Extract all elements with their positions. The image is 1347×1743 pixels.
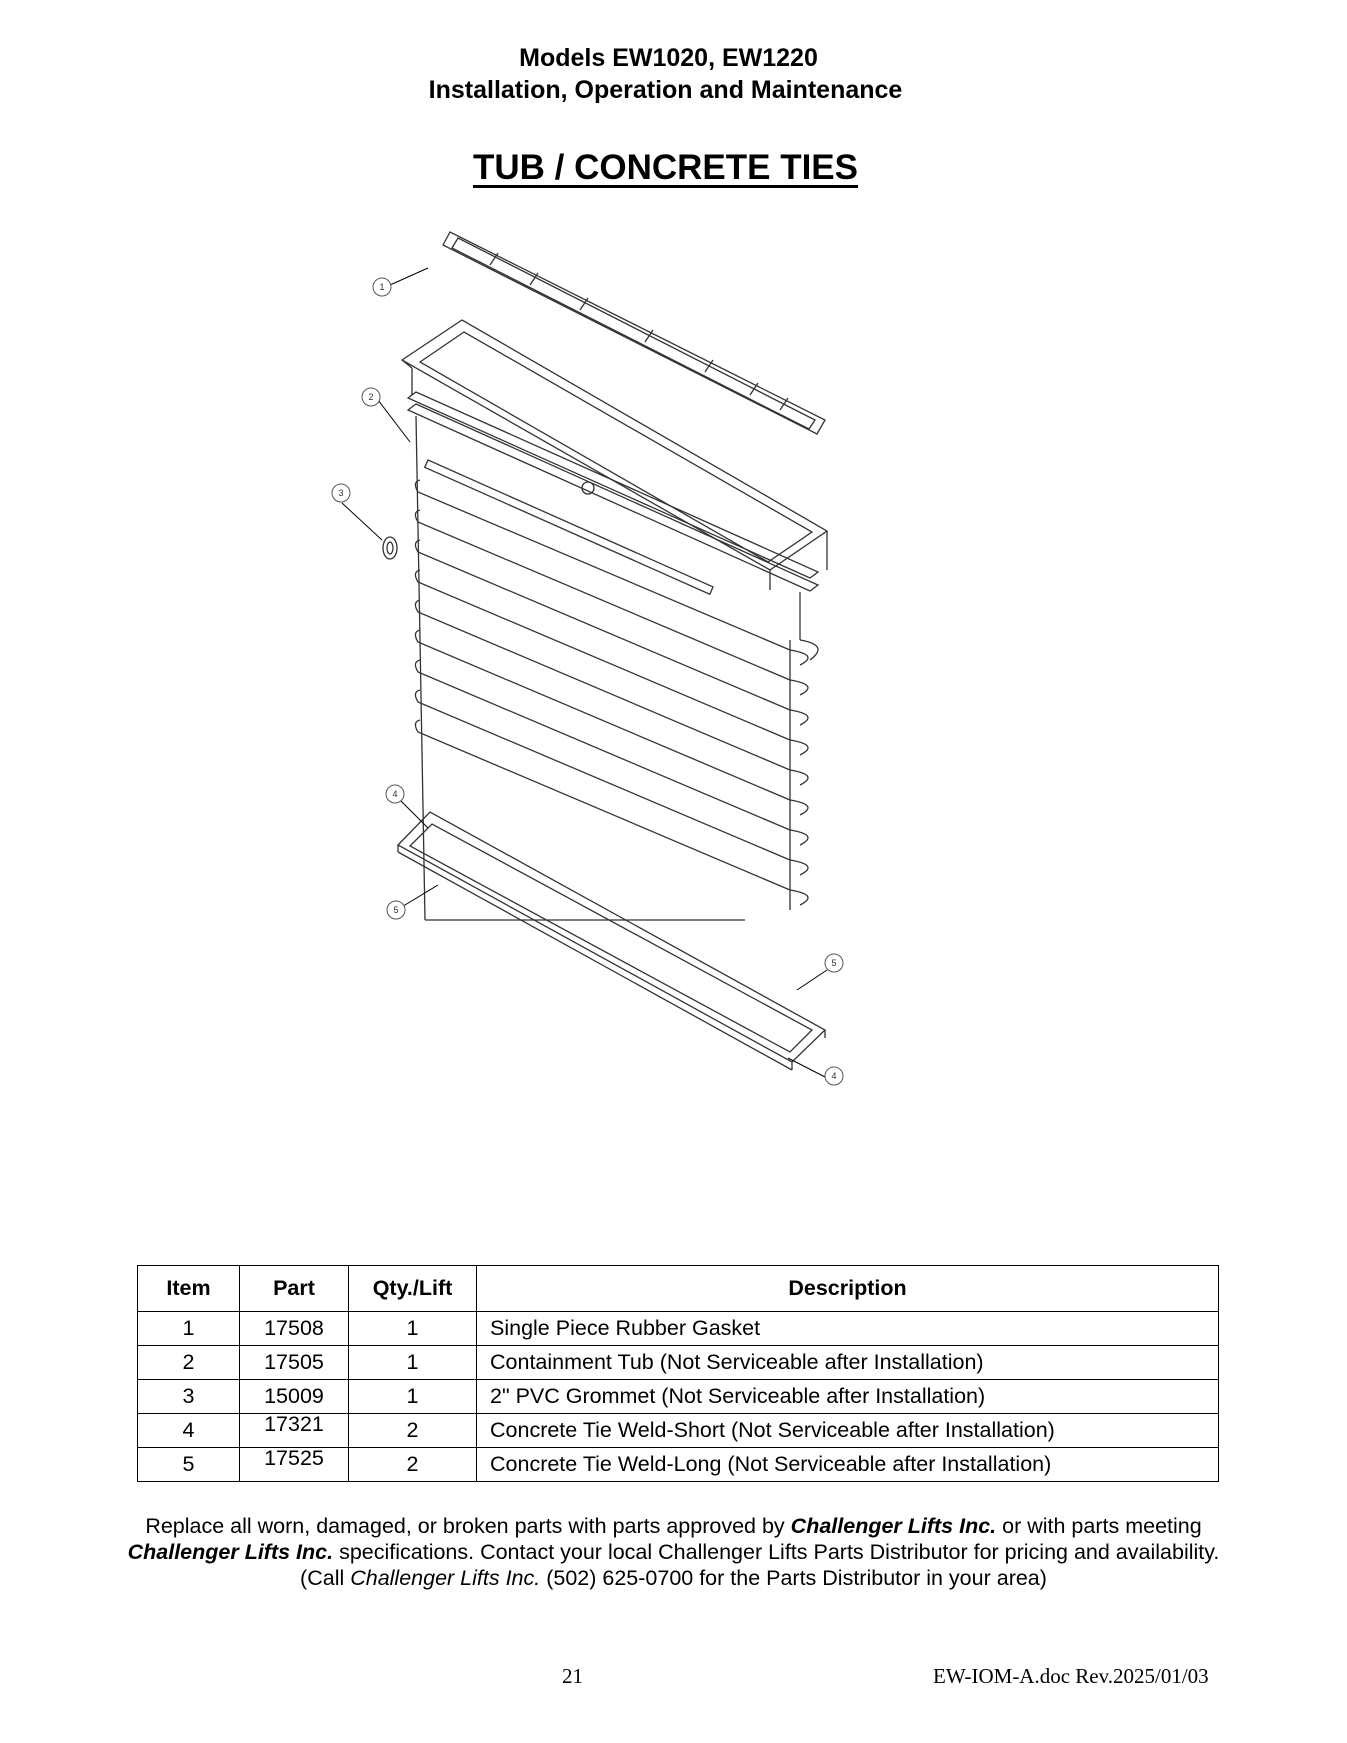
table-row [138, 1380, 1219, 1414]
part-cell [240, 1448, 349, 1482]
part-number: 17525 [264, 1446, 324, 1470]
header-qty: Qty./Lift [349, 1266, 477, 1312]
item-cell: 2 [138, 1346, 240, 1380]
models-heading: Models EW1020, EW1220 [519, 44, 818, 72]
brand-name: Challenger Lifts Inc. [790, 1514, 997, 1538]
qty-cell: 2 [349, 1414, 477, 1448]
header-part: Part [240, 1266, 349, 1312]
callout-4-top-label: 4 [392, 789, 398, 799]
callout-1-label: 1 [379, 282, 385, 292]
table-row [138, 1312, 1219, 1346]
description-cell: Concrete Tie Weld-Short (Not Serviceable after Installation) [477, 1414, 1219, 1448]
table-row [138, 1414, 1219, 1448]
callout-labels [338, 282, 836, 1081]
part-number: 17321 [264, 1412, 324, 1436]
tub-ribs [415, 480, 790, 890]
note-text: Replace all worn, damaged, or broken parts with parts approved by [145, 1514, 791, 1538]
part-cell [240, 1414, 349, 1448]
callout-bubbles [332, 278, 843, 1085]
tub-side-ribs [790, 650, 808, 905]
description-cell: 2" PVC Grommet (Not Serviceable after Installation) [477, 1380, 1219, 1414]
item-cell: 5 [138, 1448, 240, 1482]
tub-assembly-illustration [338, 220, 920, 1210]
description-cell: Single Piece Rubber Gasket [477, 1312, 1219, 1346]
page-number: 21 [562, 1664, 583, 1688]
callout-2-label: 2 [368, 392, 374, 402]
note-text: or with parts meeting [996, 1514, 1202, 1538]
exploded-parts-drawing [338, 220, 920, 1210]
description-cell: Containment Tub (Not Serviceable after Installation) [477, 1346, 1219, 1380]
callout-4-bottom-label: 4 [831, 1071, 837, 1081]
header-item: Item [138, 1266, 240, 1312]
header-description: Description [477, 1266, 1219, 1312]
page-title [0, 148, 1347, 188]
qty-cell: 1 [349, 1380, 477, 1414]
qty-cell: 2 [349, 1448, 477, 1482]
table-row [138, 1346, 1219, 1380]
note-line-1 [0, 1513, 1347, 1539]
replacement-parts-note [0, 1513, 1347, 1591]
note-text: specifications. Contact your local Challenger Lifts Parts Distributor for pricing and availability. [333, 1540, 1220, 1564]
item-cell: 1 [138, 1312, 240, 1346]
part-cell: 17508 [240, 1312, 349, 1346]
callout-5-top-label: 5 [393, 905, 399, 915]
manual-heading: Installation, Operation and Maintenance [428, 76, 903, 104]
brand-name-plain: Challenger Lifts Inc. [350, 1566, 541, 1590]
concrete-ties-drawing [398, 812, 825, 1070]
callout-5-bottom-label: 5 [831, 958, 837, 968]
table-row [138, 1448, 1219, 1482]
item-cell: 4 [138, 1414, 240, 1448]
page-title-text: TUB / CONCRETE TIES [472, 148, 859, 187]
tub-drawing [402, 320, 827, 920]
grommet-drawing [383, 537, 397, 559]
document-revision: EW-IOM-A.doc Rev.2025/01/03 [933, 1664, 1209, 1688]
part-cell: 17505 [240, 1346, 349, 1380]
note-line-2 [0, 1539, 1347, 1565]
qty-cell: 1 [349, 1312, 477, 1346]
item-cell: 3 [138, 1380, 240, 1414]
callout-3-label: 3 [338, 488, 344, 498]
note-line-3 [0, 1565, 1347, 1591]
note-text: (502) 625-0700 for the Parts Distributor in your area) [540, 1566, 1047, 1590]
note-text: (Call [300, 1566, 351, 1590]
parts-table [137, 1265, 1219, 1482]
part-cell: 15009 [240, 1380, 349, 1414]
description-cell: Concrete Tie Weld-Long (Not Serviceable after Installation) [477, 1448, 1219, 1482]
parts-table-header-row [138, 1266, 1219, 1312]
qty-cell: 1 [349, 1346, 477, 1380]
gasket-drawing [443, 232, 825, 434]
brand-name: Challenger Lifts Inc. [127, 1540, 334, 1564]
